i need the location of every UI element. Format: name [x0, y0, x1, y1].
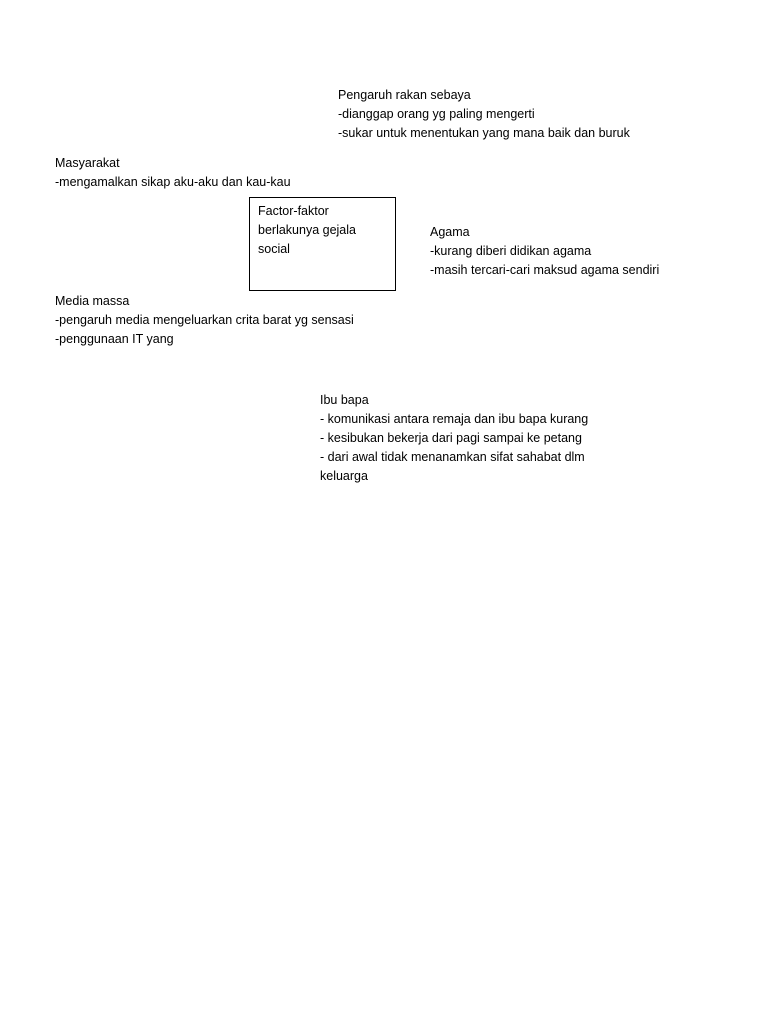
rakan-sebaya-title: Pengaruh rakan sebaya	[338, 88, 471, 102]
central-topic-box	[249, 197, 396, 291]
rakan-sebaya-point-1: -dianggap orang yg paling mengerti	[338, 107, 535, 121]
ibu-bapa-point-2: - kesibukan bekerja dari pagi sampai ke petang	[320, 431, 582, 445]
ibu-bapa-block	[320, 391, 588, 486]
media-massa-block	[55, 292, 354, 349]
masyarakat-title: Masyarakat	[55, 156, 120, 170]
media-massa-title: Media massa	[55, 294, 130, 308]
media-massa-point-2: -penggunaan IT yang	[55, 332, 174, 346]
central-topic-line-2: berlakunya gejala	[258, 223, 356, 237]
central-topic-line-3: social	[258, 242, 290, 256]
media-massa-point-1: -pengaruh media mengeluarkan crita barat yg sensasi	[55, 313, 354, 327]
ibu-bapa-point-4: keluarga	[320, 469, 368, 483]
central-topic-line-1: Factor-faktor	[258, 204, 329, 218]
ibu-bapa-point-3: - dari awal tidak menanamkan sifat sahabat dlm	[320, 450, 585, 464]
masyarakat-point-1: -mengamalkan sikap aku-aku dan kau-kau	[55, 175, 291, 189]
agama-point-2: -masih tercari-cari maksud agama sendiri	[430, 263, 660, 277]
rakan-sebaya-point-2: -sukar untuk menentukan yang mana baik dan buruk	[338, 126, 630, 140]
agama-block	[430, 223, 659, 280]
ibu-bapa-title: Ibu bapa	[320, 393, 369, 407]
rakan-sebaya-block	[338, 86, 630, 143]
ibu-bapa-point-1: - komunikasi antara remaja dan ibu bapa kurang	[320, 412, 589, 426]
agama-title: Agama	[430, 225, 470, 239]
masyarakat-block	[55, 154, 291, 192]
agama-point-1: -kurang diberi didikan agama	[430, 244, 592, 258]
